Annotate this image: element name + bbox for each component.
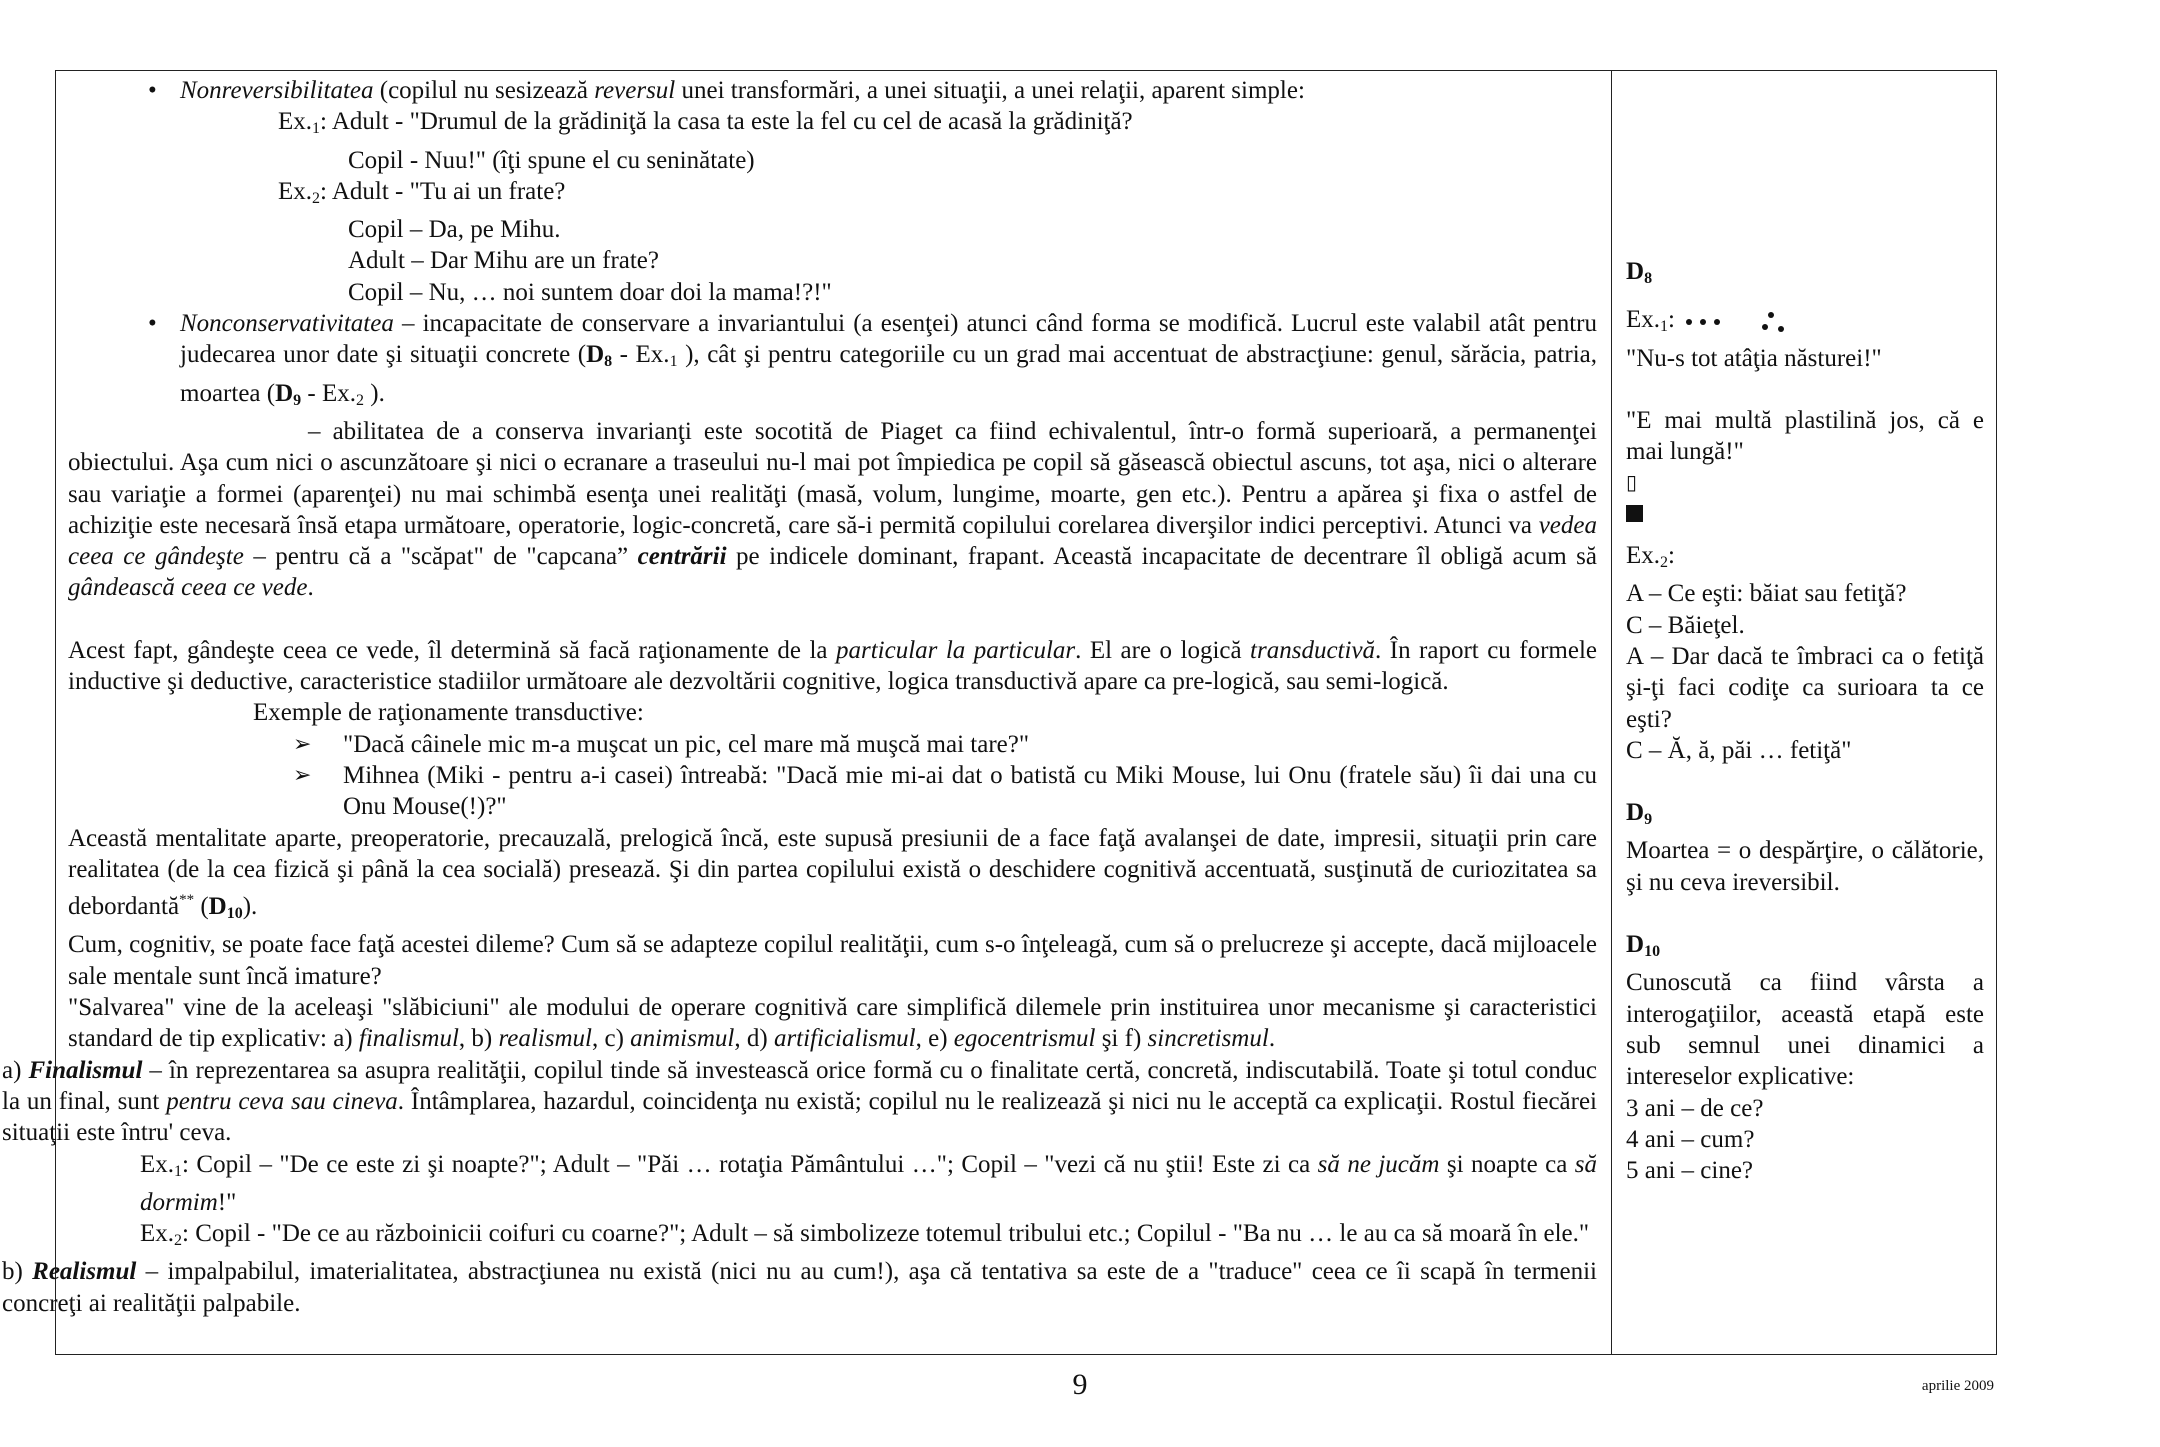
side-column	[1612, 71, 1996, 1354]
paragraph-realismul: b) Realismul – impalpabilul, imaterialitatea, abstracţiunea nu există (nici nu au cum!), aşa că tentativa sa este de a "traduce" ceea ce îi scapă în termenii concreţi ai realităţii palpabile.	[2, 1258, 1597, 1317]
side-dialog-line: A – Ce eşti: băiat sau fetiţă?	[1626, 580, 1907, 608]
side-d8-quote: "Nu-s tot atâţia năsturei!"	[1626, 344, 1882, 372]
arrow-icon: ➢	[293, 731, 312, 757]
side-d10-line: 4 ani – cum?	[1626, 1125, 1755, 1153]
side-d10-line: 5 ani – cine?	[1626, 1157, 1754, 1185]
side-d9-text: Moartea = o despărţire, o călătorie, şi nu ceva ireversibil.	[1626, 837, 1984, 896]
paragraph-transductiv: Acest fapt, gândeşte ceea ce vede, îl determină să facă raţionamente de la particular la particular. El are o logică transductivă. În raport cu formele inductive şi deductive, caracteristice stadiilor următoare ale dezvoltării cognitive, logica transductivă apare ca pre-logică, sau semi-logică.	[68, 636, 1598, 696]
paragraph-abilitate: – abilitatea de a conserva invarianţi este socotită de Piaget ca fiind echivalentul, într-o formă superioară, a permanenţei obiectului. Aşa cum nici o ascunzătoare şi nici o ecranare a traseului nu-l mai pot împiedica pe copil să găsească obiectul ascuns, tot aşa, nici o alterare sau variaţie a formei (aparenţei) nu mai schimbă esenţa unei realităţi (masă, volum, lungime, moarte, gen etc.). Pentru a apărea şi fixa o astfel de achiziţie este necesară însă etapa următoare, operatorie, logic-concretă, care să-i permită copilului corelarea diverşilor indici perceptivi. Atunci va vedea ceea ce gândeşte – pentru că a "scăpat" de "capcana” centrării pe indicele dominant, frapant. Această incapacitate de decentrare îl obligă acum să gândească ceea ce vede.	[68, 417, 1597, 602]
three-dots-row-icon	[1681, 307, 1801, 337]
bullet-nonconservativitate: • Nonconservativitatea – incapacitate de conservare a invariantului (a esenţei) atunci când forma se modifică. Lucrul este valabil atât pentru judecarea unor date şi situaţii concrete ($D_8 - Ex._1$ ), cât şi pentru categoriile cu un grad mai accentuat de abstracţiune: genul, sărăcia, patria, moartea ($D_9 - Ex._2$ ).	[148, 310, 1597, 409]
example-2-line: Adult – Dar Mihu are un frate?	[348, 247, 659, 275]
example-2-line: Copil – Da, pe Mihu.	[348, 216, 561, 244]
side-heading-d9: $D_9$	[1626, 799, 1653, 829]
side-heading-d10: $D_{10}$	[1626, 931, 1661, 961]
example-arrow-item: ➢ "Dacă câinele mic m-a muşcat un pic, cel mare mă muşcă mai tare?"	[68, 729, 1597, 760]
side-dialog-line: C – Băieţel.	[1626, 611, 1745, 639]
side-dialog-line: A – Dar dacă te îmbraci ca o fetiţă şi-ţi faci codiţe ca surioara ta ce eşti?	[1626, 642, 1984, 733]
side-d8-glyph: ▯	[1626, 470, 1638, 495]
arrow-icon: ➢	[293, 762, 312, 788]
example-2: $Ex._2$: Adult - "Tu ai un frate?	[278, 177, 566, 207]
side-d10-text: Cunoscută ca fiind vârsta a interogaţiilor, această etapă este sub semnul unei dinamici a intereselor explicative:	[1626, 969, 1984, 1091]
paragraph-salvarea: "Salvarea" vine de la aceleaşi "slăbiciuni" ale modului de operare cognitivă care simplifică dilemele prin instituirea unor mecanisme şi caracteristici standard de tip explicativ: a) finalismul, b) realismul, c) animismul, d) artificialismul, e) egocentrismul şi f) sincretismul.	[68, 994, 1597, 1053]
finalism-example-1: $Ex._1$: Copil – "De ce este zi şi noapte?"; Adult – "Păi … rotaţia Pământului …"; Copil – "vezi că nu ştii! Este zi ca să ne jucăm şi noapte ca să dormim!"	[140, 1150, 1598, 1216]
example-2-line: Copil – Nu, … noi suntem doar doi la mama!?!"	[348, 278, 832, 306]
side-d8-plastilina: "E mai multă plastilină jos, că e mai lungă!"	[1626, 406, 1984, 466]
side-dialog-line: C – Ă, ă, păi … fetiţă"	[1626, 736, 1852, 764]
paragraph-mentalitate: Această mentalitate aparte, preoperatorie, precauzală, prelogică încă, este supusă presiunii de a face faţă avalanşei de date, impresii, situaţii prin care realitatea (de la cea fizică şi până la cea socială) presează. Şi din partea copilului există o deschidere cognitivă accentuată, susţinută de curiozitatea sa debordantă** $(D_{10})$.	[68, 824, 1597, 923]
finalism-example-2: $Ex._2$: Copil - "De ce au războinicii coifuri cu coarne?"; Adult – să simbolizeze totemul tribului etc.; Copilul - "Ba nu … le au ca să moară în ele."	[140, 1220, 1590, 1250]
main-column	[2, 71, 1612, 1354]
paragraph-cum: Cum, cognitiv, se poate face faţă acestei dileme? Cum să se adapteze copilul realităţii, cum s-o înţeleagă, cum să o prelucreze şi accepte, dacă mijloacele sale mentale sunt încă imature?	[68, 931, 1597, 990]
examples-title: Exemple de raţionamente transductive:	[253, 699, 644, 727]
square-icon	[1626, 499, 1984, 530]
side-d10-line: 3 ani – de ce?	[1626, 1094, 1764, 1122]
bullet-dot-icon: •	[148, 77, 157, 104]
side-d8-example-2: $Ex._2$:	[1626, 542, 1675, 572]
example-arrow-item: ➢ Mihnea (Miki - pentru a-i casei) întreabă: "Dacă mie mi-ai dat o batistă cu Miki Mouse, lui Onu (fratele său) îi dai una cu Onu Mouse(!)?"	[293, 761, 1597, 821]
paragraph-finalismul: a) Finalismul – în reprezentarea sa asupra realităţii, copilul tinde să investească orice formă cu o finalitate certă, concretă, indiscutabilă. Toate şi totul conduc la un final, sunt pentru ceva sau cineva. Întâmplarea, hazardul, coincidenţa nu există; copilul nu le realizează şi nici nu le acceptă ca explicaţii. Rostul fiecărei situaţii este întru' ceva.	[2, 1056, 1598, 1147]
example-1-copil: Copil - Nuu!" (îţi spune el cu seninătate)	[348, 146, 755, 174]
footer-date: aprilie 2009	[1921, 1378, 1994, 1394]
page-table	[2, 70, 1997, 1355]
page-number: 9	[1072, 1368, 1088, 1401]
example-1: $Ex._1$: Adult - "Drumul de la grădiniţă la casa ta este la fel cu cel de acasă la grădiniţă?	[278, 108, 1133, 138]
side-d8-example-1: $Ex._1$:	[1626, 304, 1984, 342]
side-heading-d8: $D_8$	[1626, 258, 1653, 287]
bullet-dot-icon: •	[148, 310, 157, 338]
bullet-nonreversibilitate: • Nonreversibilitatea (copilul nu sesizează reversul unei transformări, a unei situaţii, a unei relaţii, aparent simple:	[68, 75, 1597, 106]
